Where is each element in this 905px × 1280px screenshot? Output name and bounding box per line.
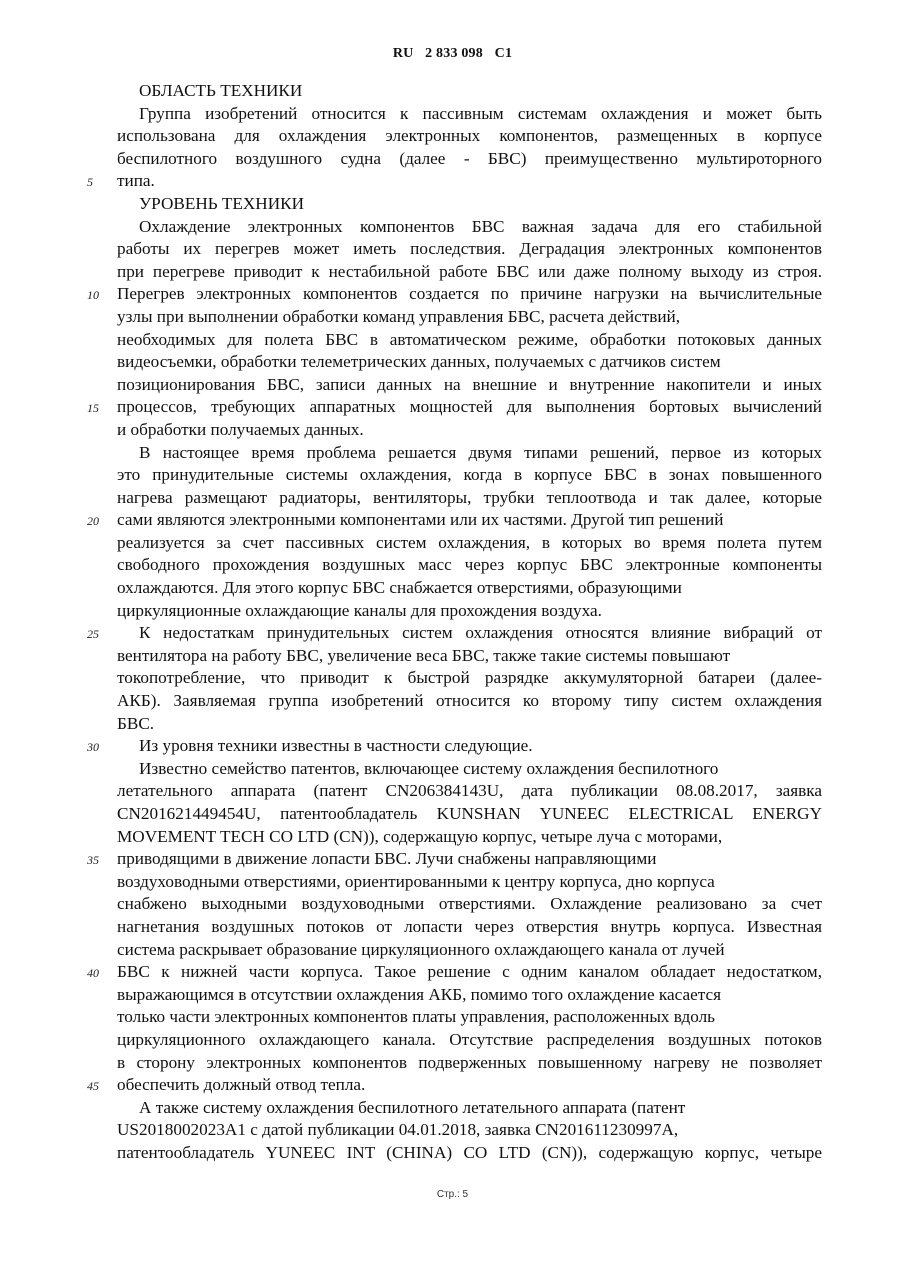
line-text: Из уровня техники известны в частности следующие.	[139, 736, 533, 756]
patent-number: 2 833 098	[425, 46, 483, 61]
line-text: БВС.	[117, 713, 155, 733]
line-number: 20	[87, 514, 99, 529]
text-line	[117, 487, 822, 510]
line-text: US2018002023A1 с датой публикации 04.01.2018, заявка CN201611230997A,	[117, 1120, 679, 1140]
line-text: циркуляционные охлаждающие каналы для прохождения воздуха.	[117, 600, 602, 620]
line-text: приводящими в движение лопасти БВС. Лучи снабжены направляющими	[117, 849, 657, 869]
text-line	[87, 170, 822, 193]
line-number: 15	[87, 401, 99, 416]
line-text: обеспечить должный отвод тепла.	[117, 1075, 366, 1095]
line-number: 40	[87, 966, 99, 981]
text-line	[117, 554, 822, 577]
text-line	[87, 735, 822, 758]
patent-body	[87, 80, 822, 1165]
text-line	[117, 216, 822, 239]
line-text: вентилятора на работу БВС, увеличение веса БВС, также такие системы повышают	[117, 645, 731, 665]
text-line	[87, 848, 822, 871]
text-line	[117, 758, 822, 781]
text-line	[117, 667, 822, 690]
text-line	[117, 419, 822, 442]
text-line	[87, 961, 822, 984]
line-text: Известно семейство патентов, включающее систему охлаждения беспилотного	[139, 758, 719, 778]
text-line	[117, 645, 822, 668]
line-text: процессов, требующих аппаратных мощностей для выполнения бортовых вычислений	[117, 397, 822, 417]
section-heading	[117, 80, 822, 103]
line-text: только части электронных компонентов платы управления, расположенных вдоль	[117, 1007, 716, 1027]
line-text: сами являются электронными компонентами или их частями. Другой тип решений	[117, 510, 724, 530]
country-code: RU	[392, 46, 414, 61]
line-text: и обработки получаемых данных.	[117, 419, 364, 439]
line-text: БВС к нижней части корпуса. Такое решение с одним каналом обладает недостатком,	[117, 962, 822, 982]
line-text: охлаждаются. Для этого корпус БВС снабжается отверстиями, образующими	[117, 578, 682, 598]
line-text: циркуляционного охлаждающего канала. Отсутствие распределения воздушных потоков	[117, 1029, 822, 1049]
text-line	[117, 600, 822, 623]
line-text: система раскрывает образование циркуляционного охлаждающего канала от лучей	[117, 939, 725, 959]
text-line	[117, 442, 822, 465]
line-number: 25	[87, 627, 99, 642]
line-text: MOVEMENT TECH CO LTD (CN)), содержащую корпус, четыре луча с моторами,	[117, 826, 723, 846]
text-line	[117, 125, 822, 148]
line-text: УРОВЕНЬ ТЕХНИКИ	[139, 193, 305, 213]
text-line	[117, 1029, 822, 1052]
text-line	[117, 780, 822, 803]
line-text: нагнетания воздушных потоков от лопасти через отверстия внутрь корпуса. Известная	[117, 916, 822, 936]
line-text: видеосъемки, обработки телеметрических данных, получаемых с датчиков систем	[117, 352, 721, 372]
text-line	[117, 984, 822, 1007]
text-line	[117, 238, 822, 261]
line-text: летательного аппарата (патент CN206384143U, дата публикации 08.08.2017, заявка	[117, 781, 822, 801]
line-text: CN201621449454U, патентообладатель KUNSHAN YUNEEC ELECTRICAL ENERGY	[117, 804, 822, 823]
line-number: 30	[87, 740, 99, 755]
page-footer: Стр.: 5	[436, 1189, 469, 1200]
text-line	[117, 577, 822, 600]
text-line	[117, 374, 822, 397]
line-text: реализуется за счет пассивных систем охлаждения, в которых во время полета путем	[117, 532, 822, 552]
line-text: воздуховодными отверстиями, ориентированными к центру корпуса, дно корпуса	[117, 871, 715, 891]
line-number: 5	[87, 175, 93, 190]
text-line	[117, 871, 822, 894]
line-number: 35	[87, 853, 99, 868]
text-line	[117, 916, 822, 939]
line-text: Группа изобретений относится к пассивным системам охлаждения и может быть	[139, 103, 822, 123]
text-line	[87, 1074, 822, 1097]
text-line	[117, 803, 822, 826]
patent-kind: C1	[494, 46, 513, 61]
text-line	[117, 1006, 822, 1029]
text-line	[87, 283, 822, 306]
text-line	[117, 261, 822, 284]
line-text: А также систему охлаждения беспилотного летательного аппарата (патент	[139, 1097, 686, 1117]
line-number: 10	[87, 288, 99, 303]
line-text: В настоящее время проблема решается двумя типами решений, первое из которых	[139, 442, 822, 462]
text-line	[87, 622, 822, 645]
line-text: это принудительные системы охлаждения, когда в корпусе БВС в зонах повышенного	[117, 465, 822, 485]
line-text: типа.	[117, 171, 155, 191]
line-text: Охлаждение электронных компонентов БВС важная задача для его стабильной	[139, 216, 822, 236]
text-line	[117, 351, 822, 374]
line-text: свободного прохождения воздушных масс через корпус БВС электронные компоненты	[117, 555, 822, 575]
text-line	[117, 532, 822, 555]
line-text: при перегреве приводит к нестабильной работе БВС или даже полному выходу из строя.	[117, 261, 822, 281]
line-text: К недостаткам принудительных систем охлаждения относятся влияние вибраций от	[139, 623, 822, 643]
line-number: 45	[87, 1079, 99, 1094]
text-line	[117, 826, 822, 849]
text-line	[87, 396, 822, 419]
line-text: токопотребление, что приводит к быстрой разрядке аккумуляторной батареи (далее-	[117, 668, 822, 688]
line-text: патентообладатель YUNEEC INT (CHINA) CO LTD (CN)), содержащую корпус, четыре	[117, 1142, 822, 1162]
line-text: необходимых для полета БВС в автоматическом режиме, обработки потоковых данных	[117, 329, 822, 349]
patent-header	[0, 46, 905, 62]
line-text: выражающимся в отсутствии охлаждения АКБ, помимо того охлаждение касается	[117, 984, 721, 1004]
text-line	[117, 329, 822, 352]
text-line	[117, 713, 822, 736]
line-text: ОБЛАСТЬ ТЕХНИКИ	[139, 81, 303, 100]
line-text: работы их перегрев может иметь последствия. Деградация электронных компонентов	[117, 239, 822, 259]
section-heading	[117, 193, 822, 216]
text-line	[117, 690, 822, 713]
line-text: узлы при выполнении обработки команд управления БВС, расчета действий,	[117, 306, 681, 326]
text-line	[117, 148, 822, 171]
line-text: нагрева размещают радиаторы, вентиляторы, трубки теплоотвода и так далее, которые	[117, 487, 822, 507]
line-text: беспилотного воздушного судна (далее - БВС) преимущественно мультироторного	[117, 148, 822, 168]
line-text: позиционирования БВС, записи данных на внешние и внутренние накопители и иных	[117, 374, 822, 394]
line-text: в сторону электронных компонентов подверженных повышенному нагреву не позволяет	[117, 1052, 822, 1072]
text-line	[117, 939, 822, 962]
line-text: снабжено выходными воздуховодными отверстиями. Охлаждение реализовано за счет	[117, 894, 822, 914]
text-line	[117, 1052, 822, 1075]
text-line	[117, 1142, 822, 1165]
text-line	[117, 306, 822, 329]
text-line	[117, 1119, 822, 1142]
line-text: АКБ). Заявляемая группа изобретений относится ко второму типу систем охлаждения	[117, 691, 822, 711]
text-line	[117, 893, 822, 916]
text-line	[117, 464, 822, 487]
text-line	[117, 103, 822, 126]
line-text: Перегрев электронных компонентов создается по причине нагрузки на вычислительные	[117, 284, 822, 304]
text-line	[117, 1097, 822, 1120]
line-text: использована для охлаждения электронных компонентов, размещенных в корпусе	[117, 126, 822, 146]
text-line	[87, 509, 822, 532]
